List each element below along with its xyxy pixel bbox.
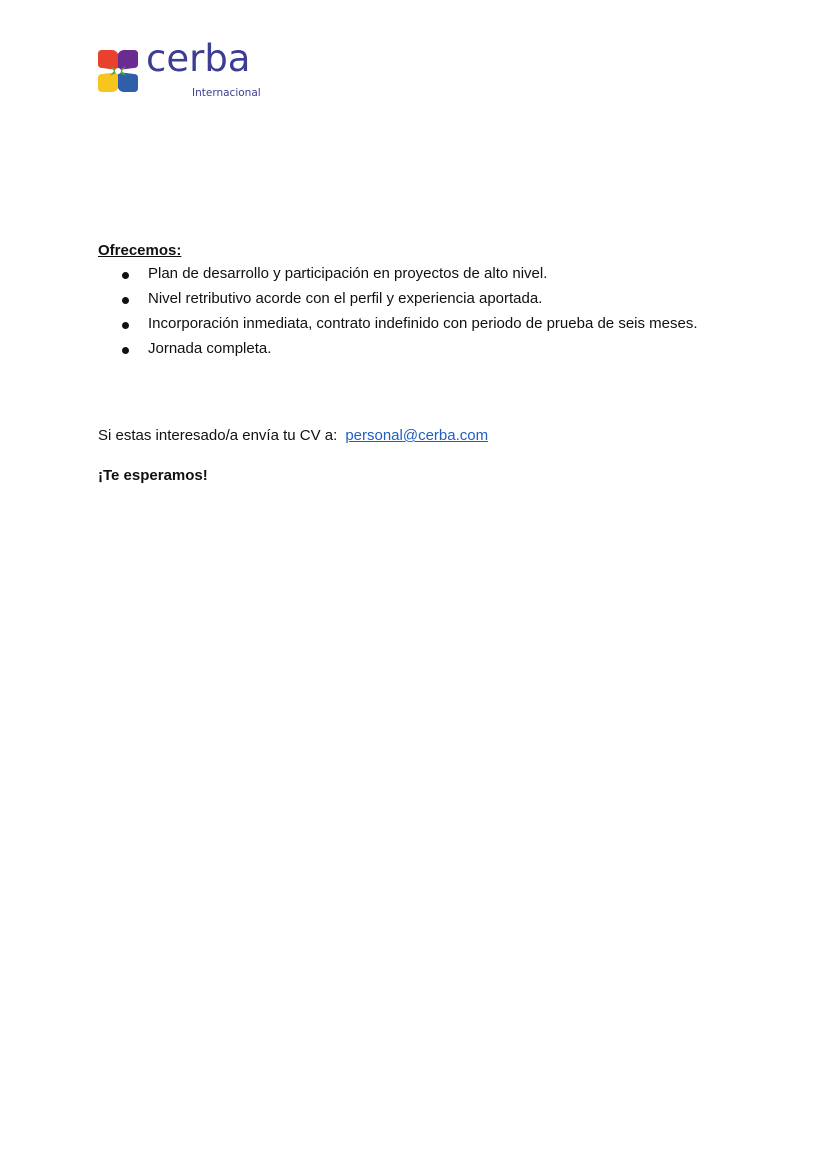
offer-title: Ofrecemos: <box>98 242 182 259</box>
logo-wordmark: cerba <box>146 37 251 80</box>
contact-line <box>98 427 488 445</box>
list-item <box>98 290 698 315</box>
logo-subtitle: Internacional <box>192 87 261 99</box>
cerba-logo-mark-icon <box>98 50 138 92</box>
bullet-icon <box>122 297 129 304</box>
email-link[interactable]: personal@cerba.com <box>345 427 489 444</box>
closing-text: ¡Te esperamos! <box>98 467 208 484</box>
list-item-text: Jornada completa. <box>148 340 272 357</box>
bullet-icon <box>122 322 129 329</box>
list-item-text: Nivel retributivo acorde con el perfil y experiencia aportada. <box>148 290 543 307</box>
list-item <box>98 340 698 365</box>
list-item <box>98 315 698 340</box>
contact-text: Si estas interesado/a envía tu CV a: <box>98 427 338 444</box>
bullet-icon <box>122 272 129 279</box>
benefits-list <box>98 265 698 365</box>
list-item-text: Plan de desarrollo y participación en proyectos de alto nivel. <box>148 265 548 282</box>
bullet-icon <box>122 347 129 354</box>
cerba-logo <box>98 37 268 104</box>
list-item <box>98 265 698 290</box>
list-item-text: Incorporación inmediata, contrato indefinido con periodo de prueba de seis meses. <box>148 315 698 332</box>
